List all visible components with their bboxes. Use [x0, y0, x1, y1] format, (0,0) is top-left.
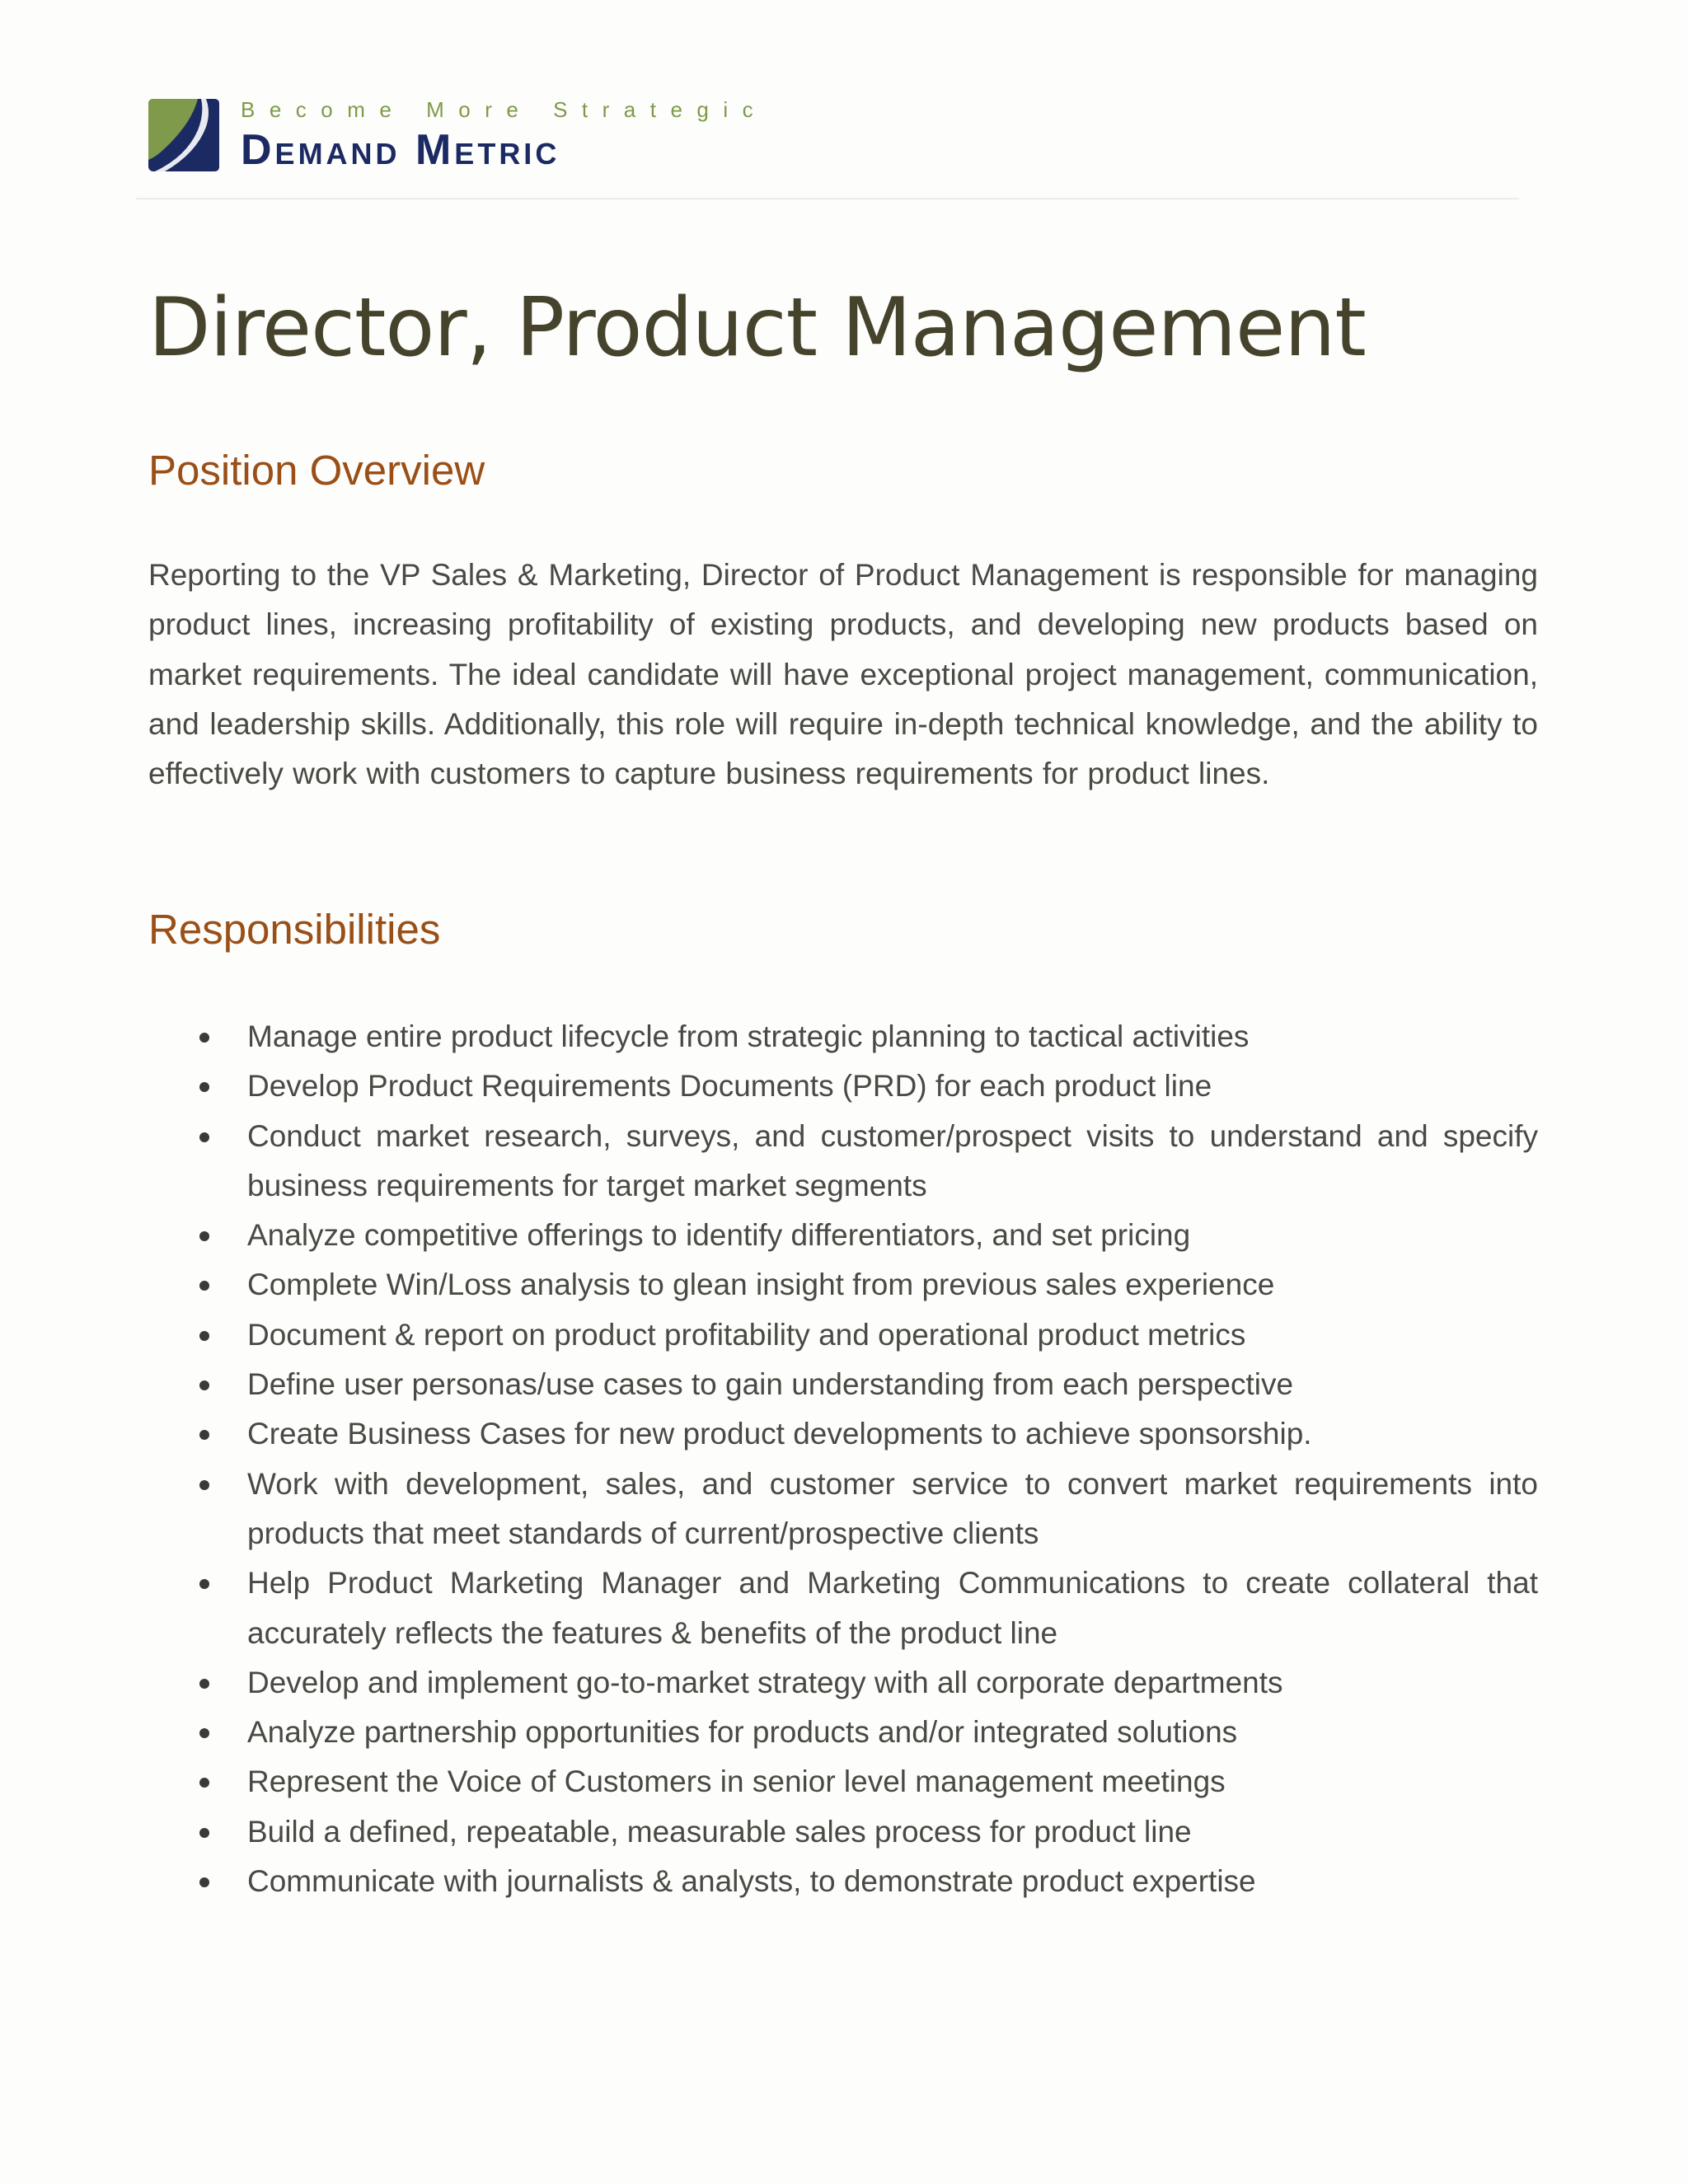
- bullet-icon: [199, 1877, 209, 1887]
- demand-metric-logo-icon: [148, 99, 219, 171]
- demand-metric-logo: [148, 97, 808, 173]
- logo-tagline: Become More Strategic: [241, 97, 768, 122]
- list-item: [148, 1062, 1538, 1111]
- bullet-icon: [199, 1082, 209, 1092]
- bullet-icon: [199, 1679, 209, 1689]
- list-item-text: Work with development, sales, and customer service to convert market requirements into products that meet standards of current/prospective clients: [247, 1466, 1538, 1550]
- logo-brand-name: Demand Metric: [241, 126, 560, 174]
- list-item-text: Document & report on product profitability and operational product metrics: [247, 1317, 1246, 1352]
- list-item-text: Help Product Marketing Manager and Marketing Communications to create collateral that accurately reflects the features & benefits of the product line: [247, 1566, 1538, 1650]
- list-item-text: Communicate with journalists & analysts, to demonstrate product expertise: [247, 1864, 1256, 1899]
- position-overview-text: Reporting to the VP Sales & Marketing, Director of Product Management is responsible for managing product lines, increasing profitability of existing products, and developing new products based on market requirements. The ideal candidate will have exceptional project management, communication, and leadership skills. Additionally, this role will require in-depth technical knowledge, and the ability to effectively work with customers to capture business requirements for product lines.: [148, 558, 1538, 791]
- list-item-text: Conduct market research, surveys, and customer/prospect visits to understand and specify business requirements for target market segments: [247, 1118, 1538, 1202]
- list-item: [148, 1409, 1538, 1459]
- list-item: [148, 1708, 1538, 1757]
- position-overview-heading: Position Overview: [148, 447, 485, 494]
- list-item: [148, 1211, 1538, 1260]
- bullet-icon: [199, 1331, 209, 1341]
- list-item: [148, 1460, 1538, 1559]
- bullet-icon: [199, 1480, 209, 1490]
- bullet-icon: [199, 1380, 209, 1390]
- list-item: [148, 1658, 1538, 1708]
- list-item-text: Analyze competitive offerings to identify differentiators, and set pricing: [247, 1218, 1191, 1253]
- bullet-icon: [199, 1430, 209, 1440]
- list-item-text: Build a defined, repeatable, measurable sales process for product line: [247, 1814, 1192, 1849]
- bullet-icon: [199, 1728, 209, 1738]
- bullet-icon: [199, 1281, 209, 1291]
- list-item: [148, 1857, 1538, 1906]
- list-item-text: Develop and implement go-to-market strategy with all corporate departments: [247, 1665, 1283, 1699]
- responsibilities-heading: Responsibilities: [148, 906, 441, 953]
- list-item: [148, 1260, 1538, 1310]
- responsibilities-list: [148, 1012, 1538, 1906]
- bullet-icon: [199, 1033, 209, 1043]
- list-item: [148, 1310, 1538, 1360]
- list-item-text: Manage entire product lifecycle from strategic planning to tactical activities: [247, 1019, 1250, 1053]
- list-item-text: Complete Win/Loss analysis to glean insight from previous sales experience: [247, 1268, 1275, 1302]
- document-title: Director, Product Management: [148, 281, 1366, 375]
- list-item: [148, 1558, 1538, 1658]
- list-item-text: Develop Product Requirements Documents (PRD) for each product line: [247, 1069, 1212, 1104]
- list-item-text: Analyze partnership opportunities for products and/or integrated solutions: [247, 1715, 1238, 1750]
- bullet-icon: [199, 1828, 209, 1838]
- bullet-icon: [199, 1579, 209, 1589]
- list-item: [148, 1012, 1538, 1062]
- header-divider: [136, 198, 1519, 199]
- bullet-icon: [199, 1231, 209, 1241]
- bullet-icon: [199, 1132, 209, 1142]
- bullet-icon: [199, 1778, 209, 1788]
- list-item: [148, 1112, 1538, 1212]
- list-item: [148, 1807, 1538, 1857]
- list-item-text: Create Business Cases for new product developments to achieve sponsorship.: [247, 1417, 1312, 1451]
- list-item: [148, 1360, 1538, 1409]
- list-item-text: Define user personas/use cases to gain understanding from each perspective: [247, 1367, 1294, 1402]
- list-item-text: Represent the Voice of Customers in senior level management meetings: [247, 1765, 1226, 1799]
- list-item: [148, 1757, 1538, 1807]
